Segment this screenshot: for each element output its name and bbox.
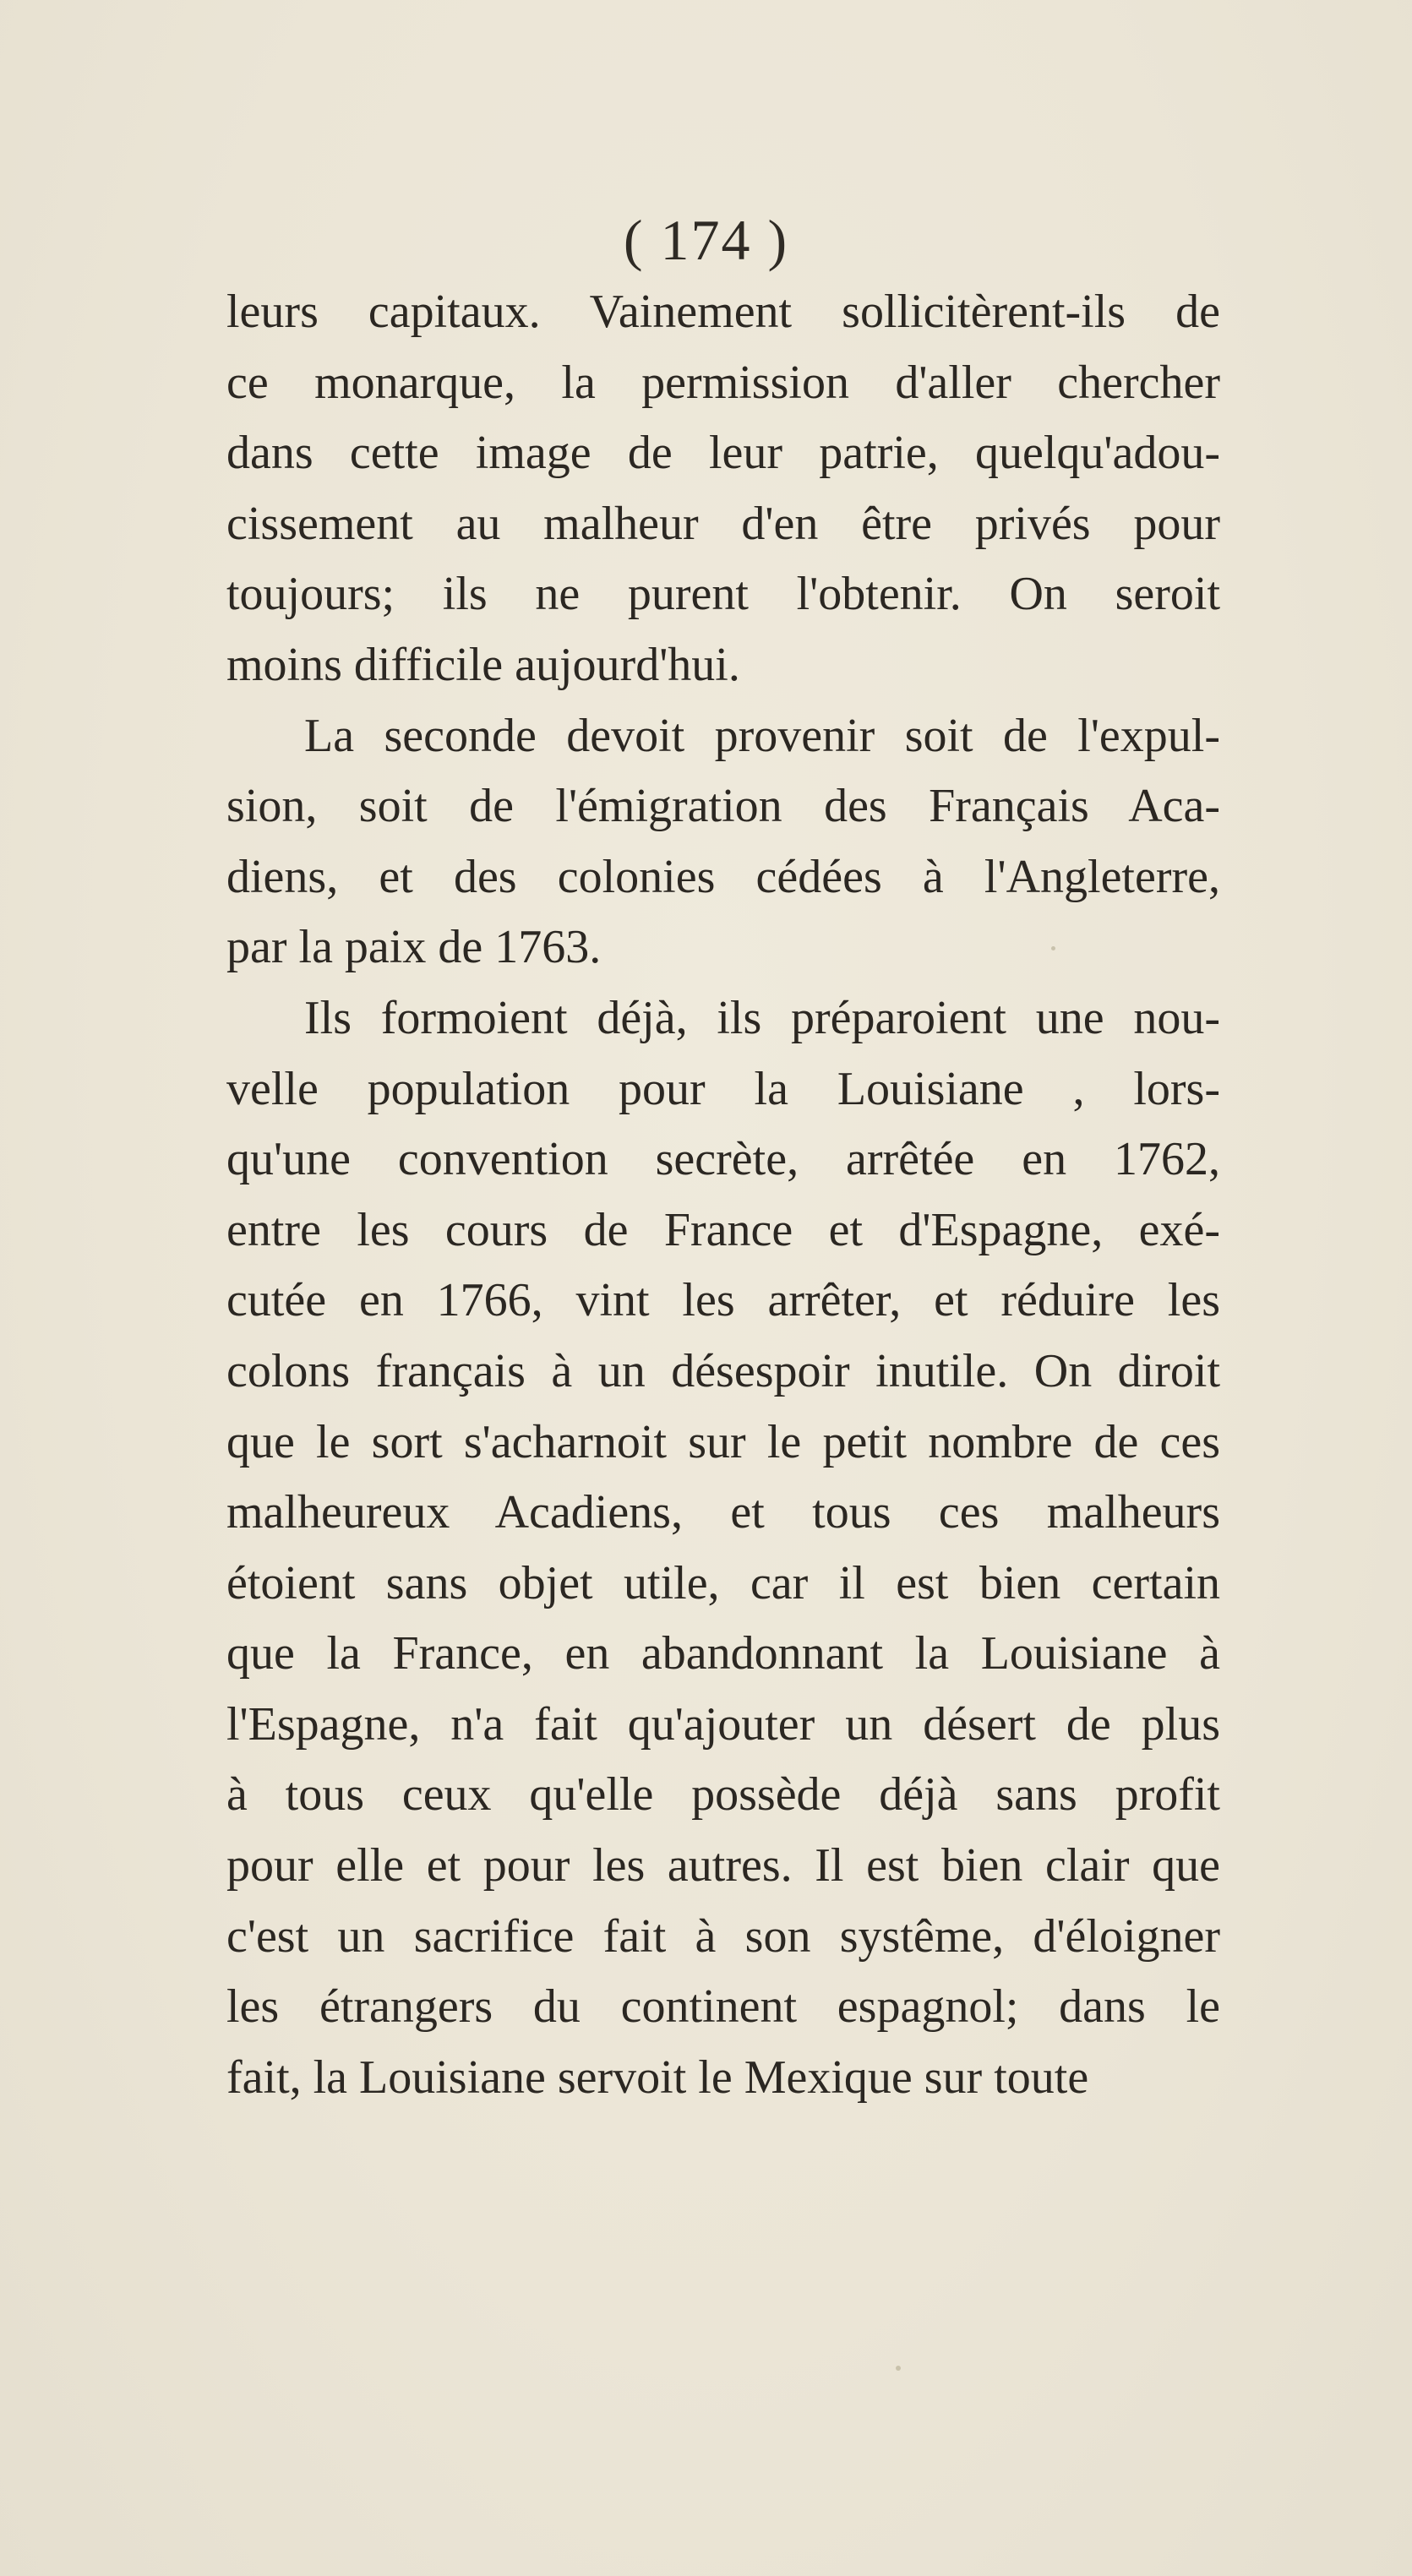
paper-speck <box>1051 946 1055 950</box>
paragraph <box>226 701 1220 983</box>
text-line: velle population pour la Louisiane , lors- <box>226 1062 1220 1115</box>
text-line: cissement au malheur d'en être privés pour <box>226 497 1220 550</box>
text-line: que le sort s'acharnoit sur le petit nombre de ces <box>226 1415 1220 1468</box>
text-line: colons français à un désespoir inutile. On diroit <box>226 1344 1220 1397</box>
text-line: pour elle et pour les autres. Il est bien clair que <box>226 1839 1220 1893</box>
text-line: étoient sans objet utile, car il est bien certain <box>226 1556 1220 1609</box>
text-line: l'Espagne, n'a fait qu'ajouter un désert de plus <box>226 1697 1220 1751</box>
text-line: dans cette image de leur patrie, quelqu'adou- <box>226 427 1220 480</box>
text-line: ce monarque, la permission d'aller chercher <box>226 356 1220 409</box>
paragraph <box>226 983 1220 2114</box>
text-line: entre les cours de France et d'Espagne, exé- <box>226 1203 1220 1256</box>
text-line: fait, la Louisiane servoit le Mexique sur toute <box>226 2050 1089 2104</box>
body-text <box>226 277 1220 2113</box>
text-line: qu'une convention secrète, arrêtée en 1762, <box>226 1133 1220 1186</box>
text-line: sion, soit de l'émigration des Français Aca- <box>226 780 1220 833</box>
text-line: moins difficile aujourd'hui. <box>226 638 740 691</box>
text-line: que la France, en abandonnant la Louisiane à <box>226 1627 1220 1680</box>
text-line: par la paix de 1763. <box>226 921 602 974</box>
text-line: La seconde devoit provenir soit de l'expul- <box>304 709 1220 762</box>
text-line: malheureux Acadiens, et tous ces malheurs <box>226 1486 1220 1539</box>
text-line: toujours; ils ne purent l'obtenir. On seroit <box>226 568 1220 621</box>
paragraph <box>226 277 1220 701</box>
text-line: Ils formoient déjà, ils préparoient une nou- <box>304 991 1220 1044</box>
text-line: leurs capitaux. Vainement sollicitèrent-ils de <box>226 286 1220 338</box>
paper-speck <box>896 2366 901 2371</box>
text-line: diens, et des colonies cédées à l'Angleterre, <box>226 850 1220 903</box>
text-line: c'est un sacrifice fait à son systême, d'éloigner <box>226 1909 1220 1963</box>
page-number: ( 174 ) <box>623 208 789 272</box>
text-line: les étrangers du continent espagnol; dans le <box>226 1980 1220 2034</box>
text-line: cutée en 1766, vint les arrêter, et réduire les <box>226 1274 1220 1327</box>
text-line: à tous ceux qu'elle possède déjà sans profit <box>226 1768 1220 1822</box>
